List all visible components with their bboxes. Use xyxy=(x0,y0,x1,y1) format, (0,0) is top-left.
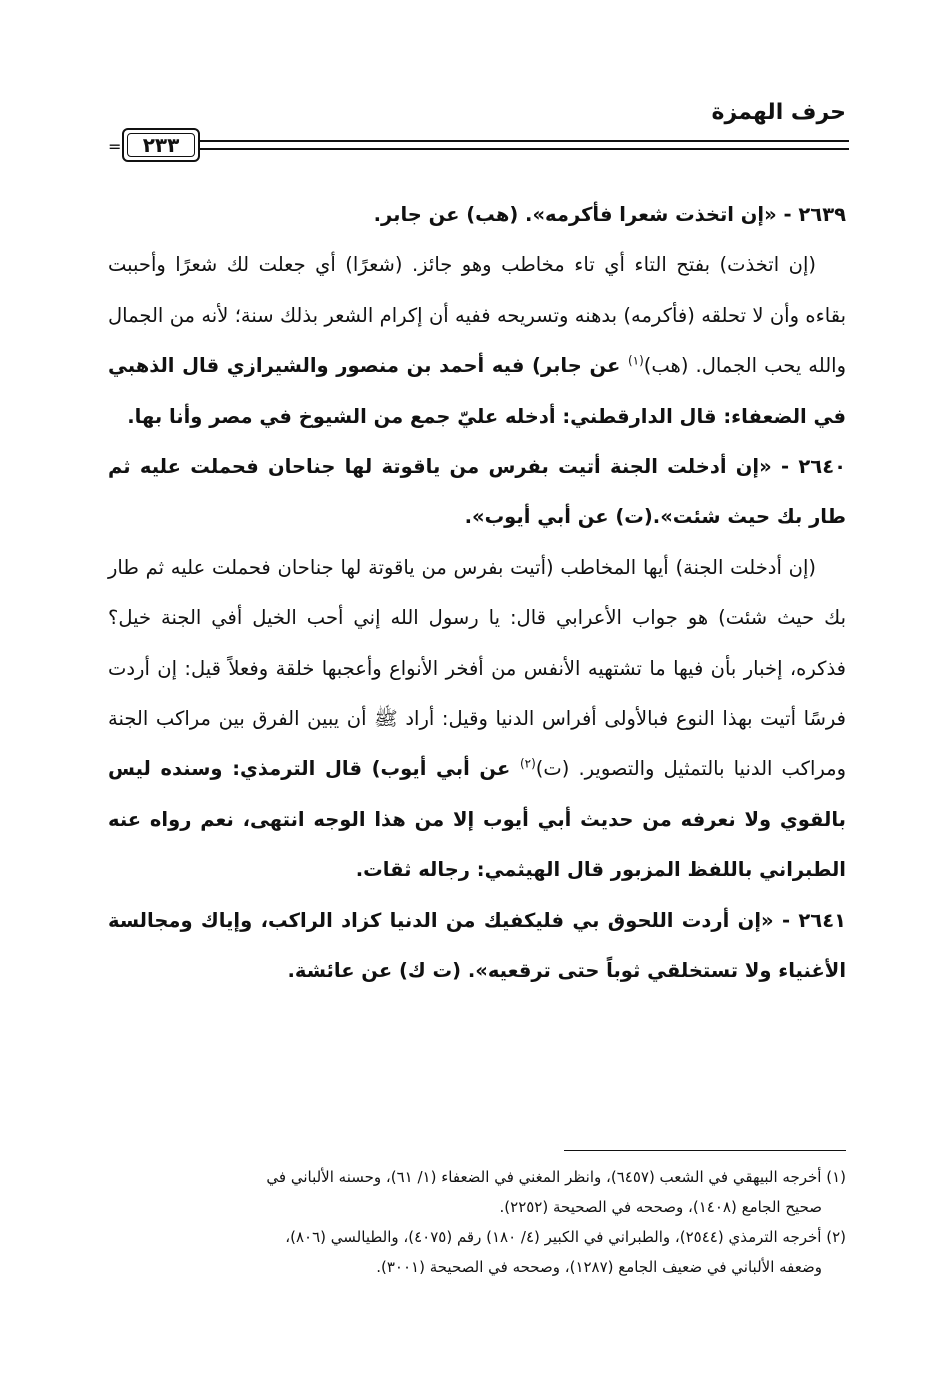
hadith-2639-heading: ٢٦٣٩ - «إن اتخذت شعرا فأكرمه». (هب) عن جابر. xyxy=(373,203,846,226)
commentary-text-cont: عن جابر) فيه أحمد بن منصور والشيرازي قال الذهبي في الضعفاء: قال الدارقطني: أدخله عليّ جمع من الشيوخ في مصر وأنا بها. xyxy=(108,354,846,428)
footnote-divider xyxy=(564,1150,846,1151)
footnote-2-line-2: وضعفه الألباني في ضعيف الجامع (١٢٨٧)، وصححه في الصحيحة (٣٠٠١). xyxy=(376,1258,822,1276)
hadith-2639-commentary xyxy=(108,240,846,442)
footnote-ref-1: (١) xyxy=(627,353,644,368)
hadith-2641-heading: ٢٦٤١ - «إن أردت اللحوق بي فليكفيك من الدنيا كزاد الراكب، وإياك ومجالسة الأغنياء ولا تستخلقي ثوباً حتى ترقعيه». (ت ك) عن عائشة. xyxy=(108,908,846,983)
page-header-title: حرف الهمزة xyxy=(711,100,846,125)
header-left-mark: = xyxy=(108,137,122,156)
main-text xyxy=(108,190,846,997)
footnotes xyxy=(108,1162,846,1282)
footnote-2-line-1: (٢) أخرجه الترمذي (٢٥٤٤)، والطبراني في الكبير (٤/ ١٨٠) رقم (٤٠٧٥)، والطيالسي (٨٠٦)، xyxy=(285,1228,846,1246)
footnote-1-line-1: (١) أخرجه البيهقي في الشعب (٦٤٥٧)، وانظر المغني في الضعفاء (١/ ٦١)، وحسنه الألباني في xyxy=(266,1168,846,1186)
commentary-text: (إن أدخلت الجنة) أيها المخاطب (أتيت بفرس من ياقوتة لها جناحان فحملت عليه ثم طار بك حيث شئت) هو جواب الأعرابي قال: يا رسول الله إني أحب الخيل أفي الجنة خيل؟ فذكره، إخبار بأن فيها ما تشتهيه الأنفس من أفخر الأنواع وأعجبها خلقة وفعلاً قيل: إن أردت فرسًا أتيت بهذا النوع فبالأولى أفراس الدنيا وقيل: أراد ﷺ أن يبين الفرق بين مراكب الجنة ومراكب الدنيا بالتمثيل والتصوير. (ت) xyxy=(108,555,847,781)
footnote-1-line-2: صحيح الجامع (١٤٠٨)، وصححه في الصحيحة (٢٢٥٢). xyxy=(499,1198,822,1216)
header-rule xyxy=(200,140,849,150)
commentary-text-cont: عن أبي أيوب) قال الترمذي: وسنده ليس بالقوي ولا نعرفه من حديث أبي أيوب إلا من هذا الوجه انتهى، نعم رواه عنه الطبراني باللفظ المزبور قال الهيثمي: رجاله ثقات. xyxy=(108,757,846,882)
hadith-2640-commentary xyxy=(108,543,846,896)
commentary-text: (إن اتخذت) بفتح التاء أي تاء مخاطب وهو جائز. (شعرًا) أي جعلت لك شعرًا وأحببت بقاءه وأن لا تحلقه (فأكرمه) بدهنه وتسريحه ففيه أن إكرام الشعر بذلك سنة؛ لأنه من الجمال والله يحب الجمال. (هب) xyxy=(108,253,846,378)
hadith-2640-heading: ٢٦٤٠ - «إن أدخلت الجنة أتيت بفرس من ياقوتة لها جناحان فحملت عليه ثم طار بك حيث شئت».(ت) عن أبي أيوب». xyxy=(108,455,846,529)
page-number: ٢٣٣ xyxy=(122,128,200,162)
footnote-ref-2: (٢) xyxy=(519,756,536,771)
